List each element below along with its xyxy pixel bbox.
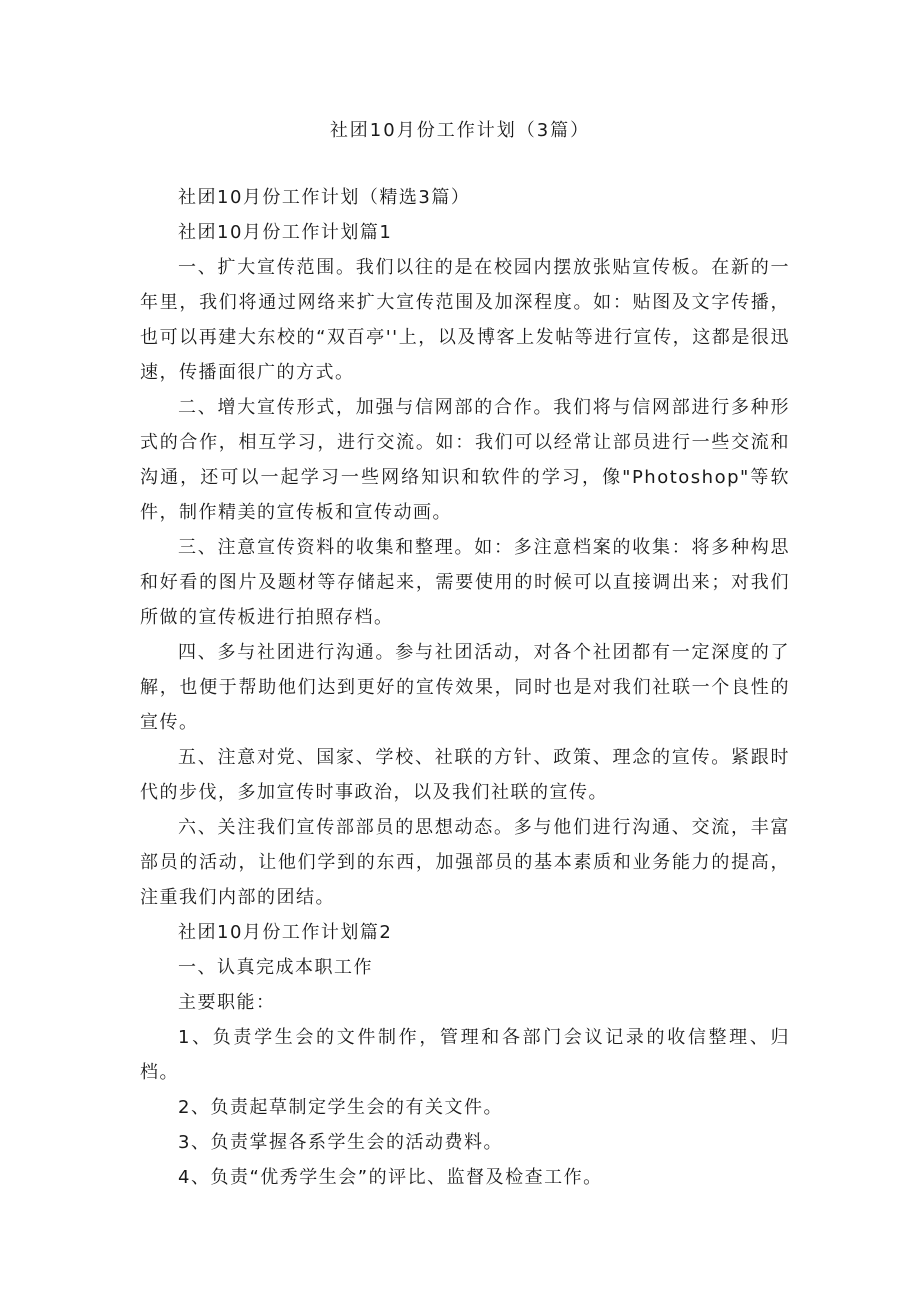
section-heading-1: 社团10月份工作计划篇1 xyxy=(178,222,393,243)
paragraph-item-4: 四、多与社团进行沟通。参与社团活动，对各个社团都有一定深度的了解，也便于帮助他们达到更好的宣传效果，同时也是对我们社联一个良性的宣传。 xyxy=(140,642,790,733)
paragraph-item-5: 五、注意对党、国家、学校、社联的方针、政策、理念的宣传。紧跟时代的步伐，多加宣传时事政治，以及我们社联的宣传。 xyxy=(140,747,790,803)
duty-item-3: 3、负责掌握各系学生会的活动费料。 xyxy=(178,1132,503,1153)
duties-label: 主要职能： xyxy=(178,992,276,1013)
section-heading-2: 社团10月份工作计划篇2 xyxy=(178,922,393,943)
duty-item-1: 1、负责学生会的文件制作，管理和各部门会议记录的收信整理、归档。 xyxy=(140,1027,790,1083)
paragraph-item-3: 三、注意宣传资料的收集和整理。如：多注意档案的收集：将多种构思和好看的图片及题材等存储起来，需要使用的时候可以直接调出来；对我们所做的宣传板进行拍照存档。 xyxy=(140,537,790,628)
paragraph-item-1: 一、扩大宣传范围。我们以往的是在校园内摆放张贴宣传板。在新的一年里，我们将通过网络来扩大宣传范围及加深程度。如：贴图及文字传播，也可以再建大东校的“双百亭''上，以及博客上发帖等进行宣传，这都是很迅速，传播面很广的方式。 xyxy=(140,257,790,383)
document-title: 社团10月份工作计划（3篇） xyxy=(329,120,591,141)
duty-item-2: 2、负责起草制定学生会的有关文件。 xyxy=(178,1097,503,1118)
paragraph-item-6: 六、关注我们宣传部部员的思想动态。多与他们进行沟通、交流，丰富部员的活动，让他们学到的东西，加强部员的基本素质和业务能力的提高，注重我们内部的团结。 xyxy=(140,817,790,908)
subheading: 一、认真完成本职工作 xyxy=(178,957,373,978)
paragraph-item-2: 二、增大宣传形式，加强与信网部的合作。我们将与信网部进行多种形式的合作，相互学习，进行交流。如：我们可以经常让部员进行一些交流和沟通，还可以一起学习一些网络知识和软件的学习，像"Photoshop"等软件，制作精美的宣传板和宣传动画。 xyxy=(140,397,790,523)
duty-item-4: 4、负责“优秀学生会”的评比、监督及检查工作。 xyxy=(178,1167,603,1188)
subtitle: 社团10月份工作计划（精选3篇） xyxy=(178,187,471,208)
document-body xyxy=(140,180,790,1195)
